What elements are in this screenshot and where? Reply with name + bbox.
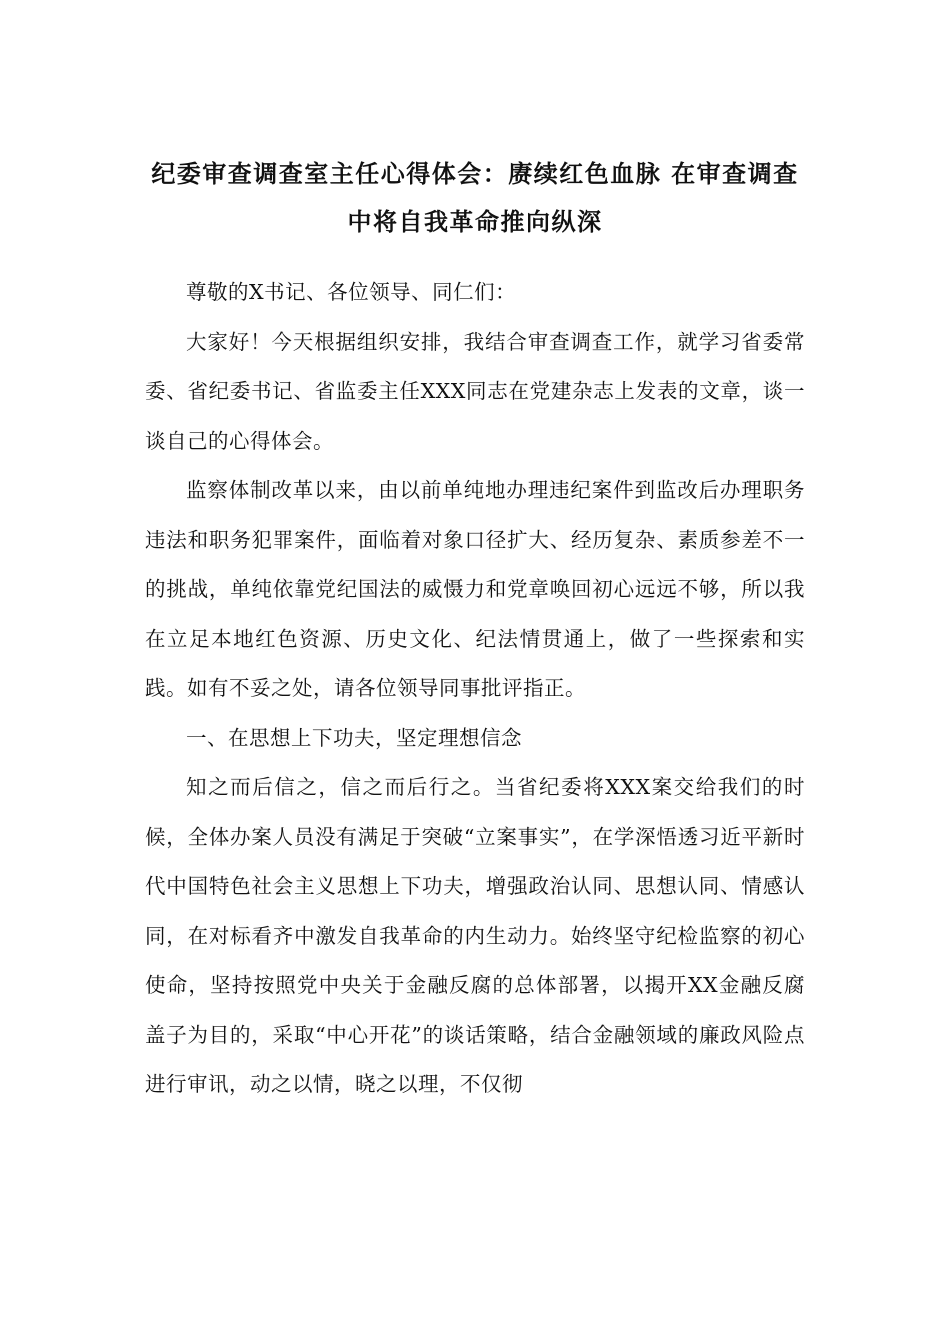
salutation: 尊敬的X书记、各位领导、同仁们：	[186, 280, 517, 304]
paragraph-section-1: 知之而后信之，信之而后行之。当省纪委将XXX案交给我们的时候，全体办案人员没有满足于突破“立案事实”，在学深悟透习近平新时代中国特色社会主义思想上下功夫，增强政治认同、思想认同、情感认同，在对标看齐中激发自我革命的内生动力。始终坚守纪检监察的初心使命，坚持按照党中央关于金融反腐的总体部署，以揭开XX金融反腐盖子为目的，采取“中心开花”的谈话策略，结合金融领域的廉政风险点进行审讯，动之以情，晓之以理，不仅彻	[145, 775, 805, 1096]
section-heading-1: 一、在思想上下功夫，坚定理想信念	[186, 725, 522, 750]
paragraph-intro: 大家好！今天根据组织安排，我结合审查调查工作，就学习省委常委、省纪委书记、省监委主任XXX同志在党建杂志上发表的文章，谈一谈自己的心得体会。	[145, 329, 805, 453]
document-body	[145, 268, 805, 1110]
title-line-1: 纪委审查调查室主任心得体会：赓续红色血脉 在审查调查	[151, 160, 799, 188]
title-line-2: 中将自我革命推向纵深	[347, 208, 603, 236]
document-title	[120, 150, 830, 246]
paragraph-background: 监察体制改革以来，由以前单纯地办理违纪案件到监改后办理职务违法和职务犯罪案件，面临着对象口径扩大、经历复杂、素质参差不一的挑战，单纯依靠党纪国法的威慑力和党章唤回初心远远不够，所以我在立足本地红色资源、历史文化、纪法情贯通上，做了一些探索和实践。如有不妥之处，请各位领导同事批评指正。	[145, 478, 805, 700]
